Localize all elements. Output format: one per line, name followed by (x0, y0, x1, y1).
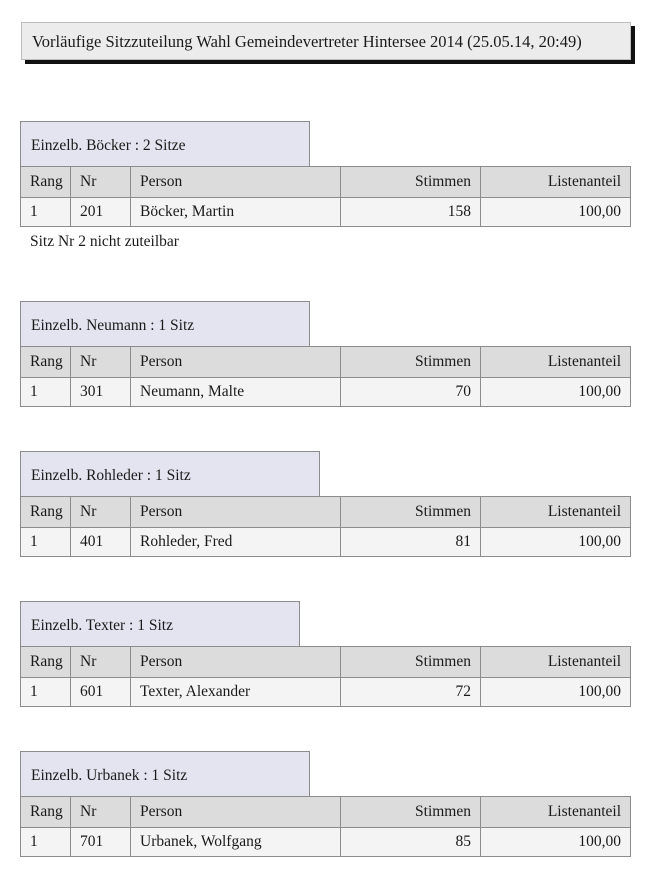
column-header-listenanteil: Listenanteil (481, 497, 631, 528)
group-label: Einzelb. Urbanek : 1 Sitz (20, 751, 310, 796)
seat-table (20, 496, 631, 557)
column-header-listenanteil: Listenanteil (481, 167, 631, 198)
column-header-stimmen: Stimmen (341, 497, 481, 528)
cell-listenanteil: 100,00 (481, 378, 631, 407)
table-header-row (21, 347, 631, 378)
column-header-stimmen: Stimmen (341, 167, 481, 198)
seat-group-urbanek (20, 751, 630, 857)
column-header-person: Person (131, 647, 341, 678)
group-label: Einzelb. Neumann : 1 Sitz (20, 301, 310, 346)
table-row (21, 378, 631, 407)
column-header-nr: Nr (71, 647, 131, 678)
cell-rang: 1 (21, 528, 71, 557)
column-header-nr: Nr (71, 497, 131, 528)
column-header-rang: Rang (21, 347, 71, 378)
column-header-listenanteil: Listenanteil (481, 797, 631, 828)
column-header-nr: Nr (71, 167, 131, 198)
cell-rang: 1 (21, 678, 71, 707)
column-header-nr: Nr (71, 797, 131, 828)
cell-person: Neumann, Malte (131, 378, 341, 407)
cell-stimmen: 85 (341, 828, 481, 857)
table-row (21, 828, 631, 857)
column-header-rang: Rang (21, 497, 71, 528)
seat-table (20, 166, 631, 227)
cell-listenanteil: 100,00 (481, 678, 631, 707)
cell-nr: 301 (71, 378, 131, 407)
cell-listenanteil: 100,00 (481, 528, 631, 557)
table-header-row (21, 647, 631, 678)
cell-listenanteil: 100,00 (481, 198, 631, 227)
group-label: Einzelb. Böcker : 2 Sitze (20, 121, 310, 166)
column-header-listenanteil: Listenanteil (481, 347, 631, 378)
column-header-person: Person (131, 167, 341, 198)
cell-rang: 1 (21, 198, 71, 227)
column-header-person: Person (131, 347, 341, 378)
seat-table (20, 346, 631, 407)
column-header-nr: Nr (71, 347, 131, 378)
cell-nr: 401 (71, 528, 131, 557)
cell-nr: 201 (71, 198, 131, 227)
seat-note: Sitz Nr 2 nicht zuteilbar (30, 233, 179, 250)
seat-group-texter (20, 601, 630, 707)
cell-rang: 1 (21, 378, 71, 407)
cell-person: Texter, Alexander (131, 678, 341, 707)
column-header-rang: Rang (21, 797, 71, 828)
seat-table (20, 646, 631, 707)
cell-nr: 601 (71, 678, 131, 707)
group-label: Einzelb. Rohleder : 1 Sitz (20, 451, 320, 496)
page-title: Vorläufige Sitzzuteilung Wahl Gemeindevertreter Hintersee 2014 (25.05.14, 20:49) (21, 22, 631, 60)
seat-table (20, 796, 631, 857)
column-header-stimmen: Stimmen (341, 347, 481, 378)
group-label: Einzelb. Texter : 1 Sitz (20, 601, 300, 646)
cell-rang: 1 (21, 828, 71, 857)
cell-person: Urbanek, Wolfgang (131, 828, 341, 857)
table-row (21, 678, 631, 707)
column-header-stimmen: Stimmen (341, 797, 481, 828)
cell-stimmen: 70 (341, 378, 481, 407)
table-header-row (21, 497, 631, 528)
table-header-row (21, 797, 631, 828)
column-header-person: Person (131, 497, 341, 528)
cell-person: Böcker, Martin (131, 198, 341, 227)
cell-stimmen: 81 (341, 528, 481, 557)
column-header-person: Person (131, 797, 341, 828)
column-header-rang: Rang (21, 647, 71, 678)
cell-nr: 701 (71, 828, 131, 857)
seat-group-neumann (20, 301, 630, 407)
column-header-rang: Rang (21, 167, 71, 198)
column-header-listenanteil: Listenanteil (481, 647, 631, 678)
cell-stimmen: 158 (341, 198, 481, 227)
seat-group-boecker (20, 121, 630, 251)
column-header-stimmen: Stimmen (341, 647, 481, 678)
cell-listenanteil: 100,00 (481, 828, 631, 857)
table-row (21, 528, 631, 557)
cell-stimmen: 72 (341, 678, 481, 707)
table-header-row (21, 167, 631, 198)
cell-person: Rohleder, Fred (131, 528, 341, 557)
seat-group-rohleder (20, 451, 630, 557)
table-row (21, 198, 631, 227)
